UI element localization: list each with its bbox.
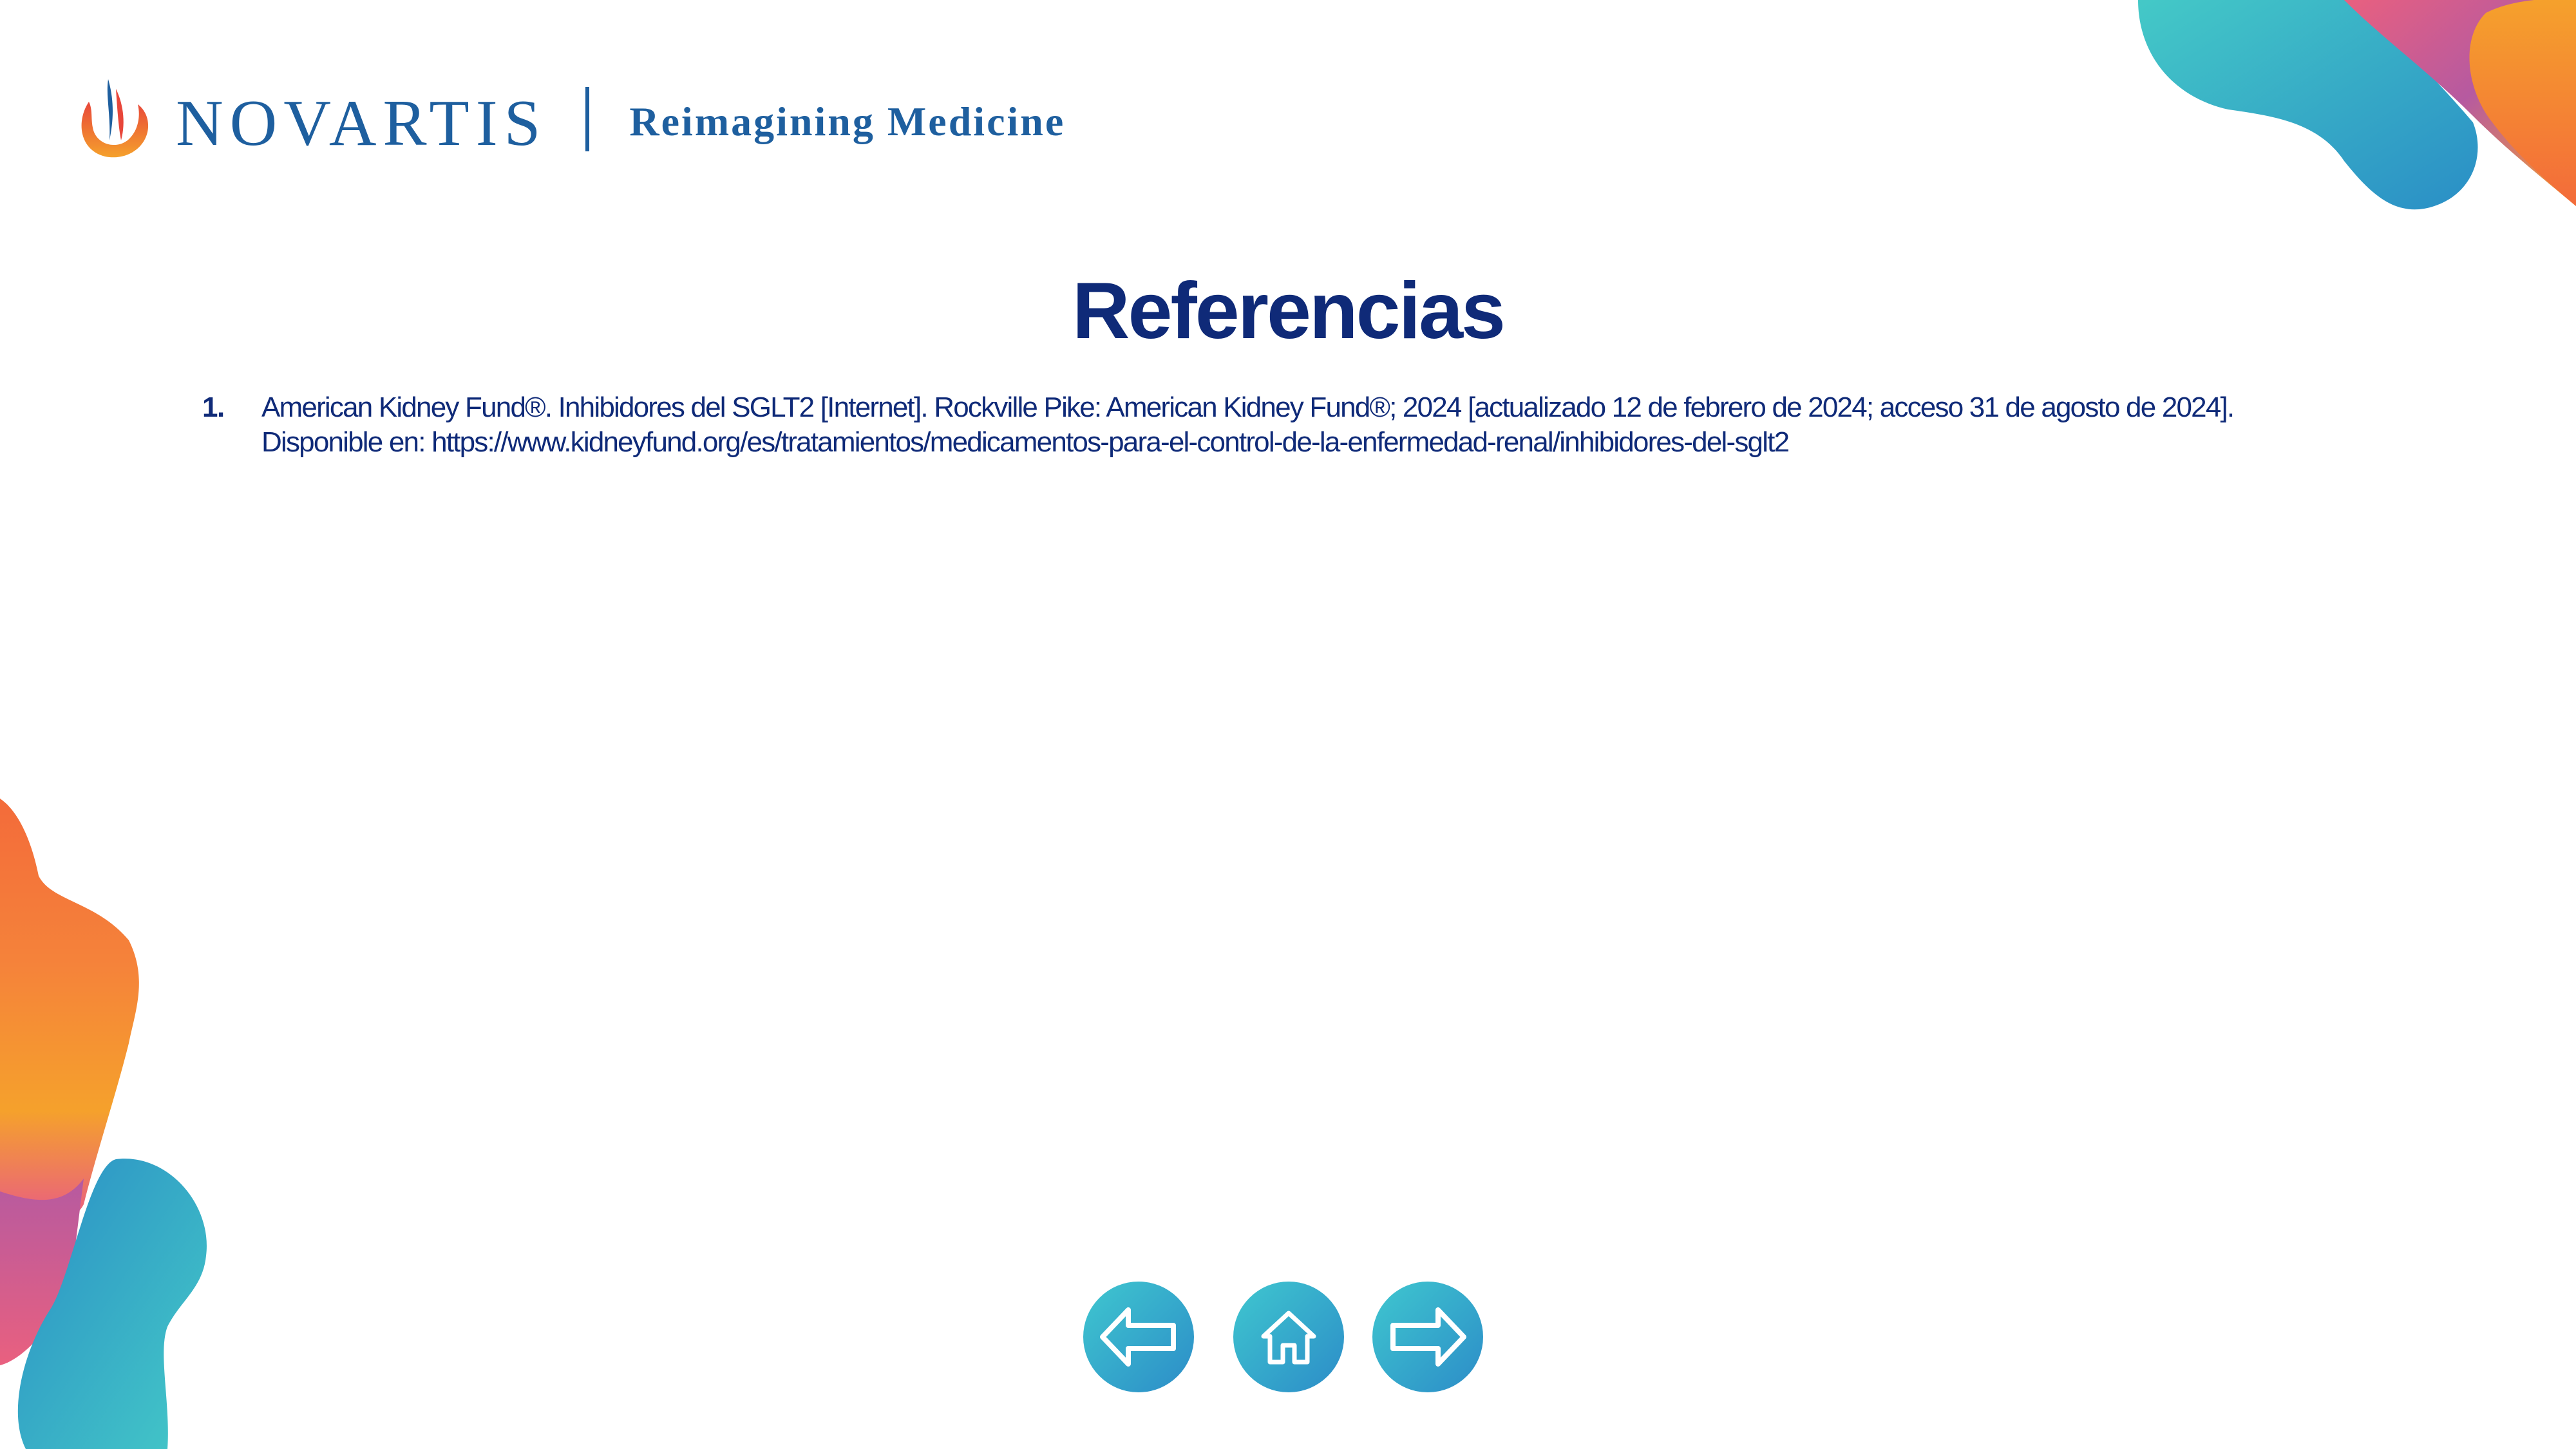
novartis-logo-icon	[76, 76, 150, 163]
decorative-blob-top-right	[2125, 0, 2576, 213]
reference-item	[202, 390, 2443, 460]
arrow-left-icon	[1097, 1305, 1180, 1369]
back-button[interactable]	[1083, 1282, 1194, 1392]
next-button[interactable]	[1372, 1282, 1483, 1392]
reference-text	[261, 390, 2443, 460]
brand-divider	[585, 87, 589, 151]
reference-url[interactable]: Disponible en: https://www.kidneyfund.org/es/tratamientos/medicamentos-para-el-control-de-la-enfermedad-renal/inhibidores-del-sglt2	[261, 426, 1789, 458]
brand-name: NOVARTIS	[176, 87, 547, 160]
arrow-right-icon	[1387, 1305, 1469, 1369]
brand-tagline: Reimagining Medicine	[629, 99, 1066, 144]
page-title: Referencias	[1072, 267, 1504, 355]
home-icon	[1258, 1308, 1319, 1366]
decorative-blob-bottom-left	[0, 792, 219, 1449]
home-button[interactable]	[1233, 1282, 1344, 1392]
reference-list	[202, 390, 2443, 460]
reference-citation: American Kidney Fund®. Inhibidores del SGLT2 [Internet]. Rockville Pike: American Kidney Fund®; 2024 [actualizado 12 de febrero de 2024; acceso 31 de agosto de 2024].	[261, 392, 2234, 423]
reference-number: 1.	[202, 392, 224, 423]
brand-header	[76, 71, 1065, 167]
